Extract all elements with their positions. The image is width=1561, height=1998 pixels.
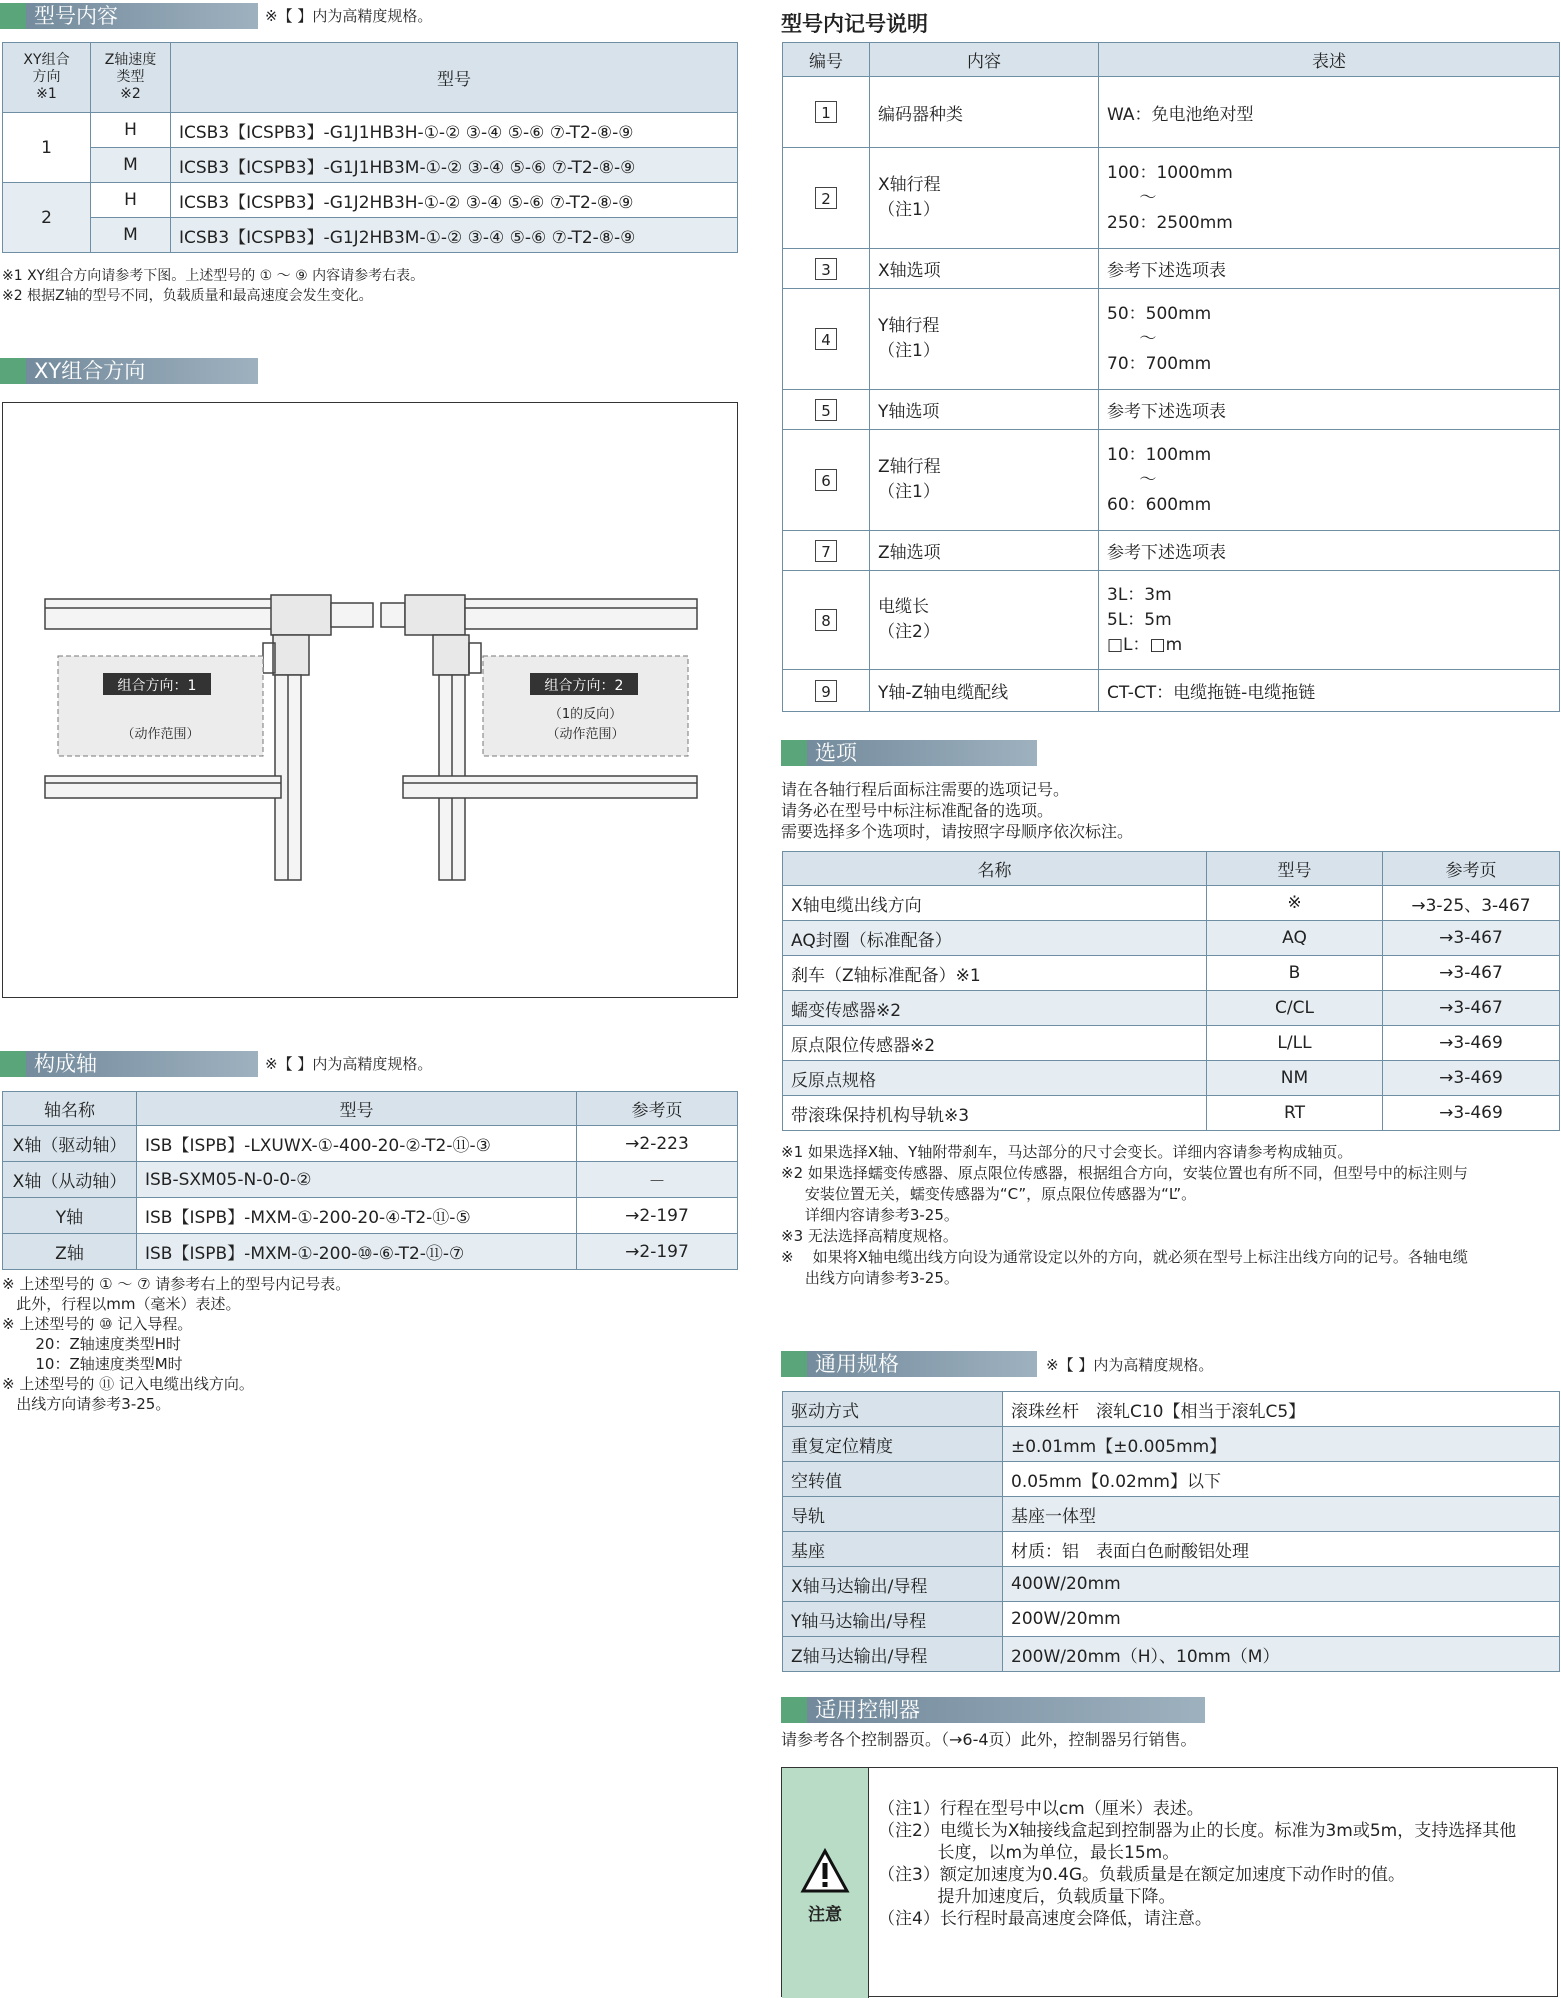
- option-name: 反原点规格: [783, 1061, 1207, 1096]
- symbol-content: X轴行程 （注1）: [870, 148, 1099, 249]
- axes-note: ※【 】内为高精度规格。: [265, 1055, 433, 1073]
- intro-line: 请在各轴行程后面标注需要的选项记号。: [781, 780, 1070, 799]
- footnote: ※2 根据Z轴的型号不同，负载质量和最高速度会发生变化。: [2, 288, 373, 304]
- table-row: [3, 113, 738, 148]
- col-content: 内容: [870, 43, 1099, 77]
- axes-footnotes: [2, 1274, 350, 1414]
- symbol-number: 3: [815, 258, 837, 280]
- footnote: ※2 如果选择蠕变传感器、原点限位传感器，根据组合方向，安装位置也有所不同，但型号中的标注则与: [781, 1164, 1468, 1182]
- axis-ref: →2-197: [577, 1234, 738, 1270]
- spec-key: 重复定位精度: [783, 1427, 1003, 1462]
- option-model: AQ: [1207, 921, 1383, 956]
- spec-key: 导轨: [783, 1497, 1003, 1532]
- caution-line: （注1）行程在型号中以cm（厘米）表述。: [878, 1799, 1204, 1819]
- table-row: [3, 148, 738, 183]
- spec-value: 0.05mm【0.02mm】以下: [1003, 1462, 1560, 1497]
- footnote: ※ 如果将X轴电缆出线方向设为通常设定以外的方向，就必须在型号上标注出线方向的记号。各轴电缆: [781, 1248, 1468, 1266]
- table-row: [783, 1567, 1560, 1602]
- table-row: [783, 1497, 1560, 1532]
- spec-value: 基座一体型: [1003, 1497, 1560, 1532]
- symbol-number: 1: [815, 101, 837, 123]
- col-option-name: 名称: [783, 852, 1207, 886]
- spec-value: 材质：铝 表面白色耐酸铝处理: [1003, 1532, 1560, 1567]
- option-ref: →3-467: [1383, 956, 1560, 991]
- caution-notes: [878, 1798, 1516, 1930]
- table-row: [783, 1637, 1560, 1672]
- axis-ref: －: [577, 1162, 738, 1198]
- table-row: [783, 991, 1560, 1026]
- table-row: [3, 218, 738, 253]
- symbol-content: Y轴行程 （注1）: [870, 289, 1099, 390]
- section-header-controller: 适用控制器: [781, 1697, 1205, 1723]
- spec-key: Y轴马达输出/导程: [783, 1602, 1003, 1637]
- spec-key: 空转值: [783, 1462, 1003, 1497]
- options-table: [782, 851, 1560, 1131]
- option-name: 带滚珠保持机构导轨※3: [783, 1096, 1207, 1131]
- option-model: ※: [1207, 886, 1383, 921]
- spec-key: 驱动方式: [783, 1392, 1003, 1427]
- caution-line: 提升加速度后，负载质量下降。: [878, 1887, 1176, 1907]
- section-header-xy: XY组合方向: [0, 358, 258, 384]
- option-name: AQ封圈（标准配备）: [783, 921, 1207, 956]
- footnote: 此外，行程以mm（毫米）表述。: [2, 1295, 241, 1313]
- symbol-desc: WA：免电池绝对型: [1099, 77, 1560, 148]
- symbol-desc: 3L：3m 5L：5m □L：□m: [1099, 571, 1560, 670]
- option-ref: →3-469: [1383, 1096, 1560, 1131]
- general-note: ※【 】内为高精度规格。: [1046, 1356, 1214, 1374]
- footnote: ※ 上述型号的 ① ～ ⑦ 请参考右上的型号内记号表。: [2, 1275, 351, 1293]
- warning-icon: [800, 1848, 850, 1894]
- col-option-model: 型号: [1207, 852, 1383, 886]
- option-model: L/LL: [1207, 1026, 1383, 1061]
- table-row: [783, 886, 1560, 921]
- intro-line: 需要选择多个选项时，请按照字母顺序依次标注。: [781, 822, 1134, 841]
- symbol-content: 编码器种类: [870, 77, 1099, 148]
- symbol-number: 7: [815, 540, 837, 562]
- option-ref: →3-469: [1383, 1026, 1560, 1061]
- table-row: [3, 1126, 738, 1162]
- axis-name: X轴（从动轴）: [3, 1162, 137, 1198]
- controller-text: 请参考各个控制器页。（→6-4页）此外，控制器另行销售。: [781, 1730, 1197, 1749]
- dir1-range: （动作范围）: [121, 727, 200, 742]
- option-ref: →3-467: [1383, 991, 1560, 1026]
- symbol-content: Z轴行程 （注1）: [870, 430, 1099, 531]
- dir2-label: 组合方向：2: [544, 678, 624, 694]
- dir-cell: 1: [3, 113, 91, 183]
- spec-value: 滚珠丝杆 滚轧C10【相当于滚轧C5】: [1003, 1392, 1560, 1427]
- caution-line: （注2）电缆长为X轴接线盒起到控制器为止的长度。标准为3m或5m，支持选择其他: [878, 1821, 1517, 1841]
- section-header-general: 通用规格: [781, 1351, 1037, 1377]
- axis-ref: →2-197: [577, 1198, 738, 1234]
- section-header-axes: 构成轴: [0, 1051, 258, 1077]
- option-model: B: [1207, 956, 1383, 991]
- footnote: ※ 上述型号的 ⑪ 记入电缆出线方向。: [2, 1375, 254, 1393]
- speed-cell: M: [91, 148, 171, 183]
- table-row: [783, 390, 1560, 430]
- model-cell: ICSB3【ICSPB3】-G1J1HB3H-①-② ③-④ ⑤-⑥ ⑦-T2-⑧-⑨: [171, 113, 738, 148]
- col-z-speed: Z轴速度 类型 ※2: [91, 43, 171, 113]
- spec-key: 基座: [783, 1532, 1003, 1567]
- table-row: [783, 1532, 1560, 1567]
- model-cell: ICSB3【ICSPB3】-G1J1HB3M-①-② ③-④ ⑤-⑥ ⑦-T2-⑧-⑨: [171, 148, 738, 183]
- axis-model: ISB【ISPB】-MXM-①-200-⑩-⑥-T2-⑪-⑦: [137, 1234, 577, 1270]
- footnote: 详细内容请参考3-25。: [781, 1206, 959, 1224]
- option-name: X轴电缆出线方向: [783, 886, 1207, 921]
- spec-key: Z轴马达输出/导程: [783, 1637, 1003, 1672]
- col-xy-dir: XY组合 方向 ※1: [3, 43, 91, 113]
- option-ref: →3-469: [1383, 1061, 1560, 1096]
- table-row: [3, 1162, 738, 1198]
- option-name: 蠕变传感器※2: [783, 991, 1207, 1026]
- table-row: [783, 289, 1560, 390]
- xy-diagram-frame: [2, 402, 738, 998]
- table-row: [783, 148, 1560, 249]
- table-row: [783, 921, 1560, 956]
- table-row: [783, 956, 1560, 991]
- footnote: 出线方向请参考3-25。: [2, 1395, 171, 1413]
- model-cell: ICSB3【ICSPB3】-G1J2HB3H-①-② ③-④ ⑤-⑥ ⑦-T2-⑧-⑨: [171, 183, 738, 218]
- table-row: [783, 249, 1560, 289]
- spec-value: 400W/20mm: [1003, 1567, 1560, 1602]
- footnote: 安装位置无关，蠕变传感器为“C”，原点限位传感器为“L”。: [781, 1185, 1197, 1203]
- symbol-content: 电缆长 （注2）: [870, 571, 1099, 670]
- symbol-content: Z轴选项: [870, 531, 1099, 571]
- symbol-number: 4: [815, 328, 837, 350]
- symbol-content: X轴选项: [870, 249, 1099, 289]
- option-model: NM: [1207, 1061, 1383, 1096]
- axis-name: X轴（驱动轴）: [3, 1126, 137, 1162]
- option-model: RT: [1207, 1096, 1383, 1131]
- axis-name: Y轴: [3, 1198, 137, 1234]
- col-axis-ref: 参考页: [577, 1092, 738, 1126]
- option-name: 原点限位传感器※2: [783, 1026, 1207, 1061]
- section-header-options: 选项: [781, 740, 1037, 766]
- dir-cell: 2: [3, 183, 91, 253]
- axis-model: ISB【ISPB】-MXM-①-200-20-④-T2-⑪-⑤: [137, 1198, 577, 1234]
- option-ref: →3-467: [1383, 921, 1560, 956]
- axis-ref: →2-223: [577, 1126, 738, 1162]
- table-row: [783, 1602, 1560, 1637]
- footnote: ※3 无法选择高精度规格。: [781, 1227, 958, 1245]
- spec-value: 200W/20mm（H）、10mm（M）: [1003, 1637, 1560, 1672]
- symbol-desc: CT-CT：电缆拖链-电缆拖链: [1099, 670, 1560, 712]
- table-row: [783, 1462, 1560, 1497]
- dir2-range: （动作范围）: [546, 727, 625, 742]
- option-name: 刹车（Z轴标准配备）※1: [783, 956, 1207, 991]
- symbol-number: 5: [815, 399, 837, 421]
- section-header-model: 型号内容: [0, 3, 258, 29]
- caution-side: [782, 1768, 869, 1998]
- symbol-desc: 参考下述选项表: [1099, 390, 1560, 430]
- table-row: [783, 670, 1560, 712]
- symbol-number: 2: [815, 187, 837, 209]
- symbol-desc: 100：1000mm ～ 250：2500mm: [1099, 148, 1560, 249]
- options-footnotes: [781, 1142, 1468, 1289]
- footnote: 20：Z轴速度类型H时: [2, 1335, 182, 1353]
- spec-key: X轴马达输出/导程: [783, 1567, 1003, 1602]
- table-row: [783, 531, 1560, 571]
- col-option-ref: 参考页: [1383, 852, 1560, 886]
- speed-cell: H: [91, 113, 171, 148]
- model-footnotes: [2, 266, 424, 306]
- symbol-desc: 10：100mm ～ 60：600mm: [1099, 430, 1560, 531]
- model-table: [2, 42, 738, 253]
- axes-table: [2, 1091, 738, 1270]
- dir2-reverse: （1的反向）: [548, 707, 623, 722]
- table-row: [783, 1026, 1560, 1061]
- col-desc: 表述: [1099, 43, 1560, 77]
- model-note: ※【 】内为高精度规格。: [265, 7, 433, 25]
- option-ref: →3-25、3-467: [1383, 886, 1560, 921]
- axis-model: ISB【ISPB】-LXUWX-①-400-20-②-T2-⑪-③: [137, 1126, 577, 1162]
- speed-cell: M: [91, 218, 171, 253]
- caution-line: （注4）长行程时最高速度会降低，请注意。: [878, 1909, 1212, 1929]
- col-axis-model: 型号: [137, 1092, 577, 1126]
- symbol-number: 6: [815, 469, 837, 491]
- table-row: [783, 571, 1560, 670]
- speed-cell: H: [91, 183, 171, 218]
- caution-line: （注3）额定加速度为0.4G。负载质量是在额定加速度下动作时的值。: [878, 1865, 1406, 1885]
- option-model: C/CL: [1207, 991, 1383, 1026]
- table-row: [783, 77, 1560, 148]
- spec-value: 200W/20mm: [1003, 1602, 1560, 1637]
- axis-name: Z轴: [3, 1234, 137, 1270]
- caution-line: 长度，以m为单位，最长15m。: [878, 1843, 1180, 1863]
- symbol-content: Y轴-Z轴电缆配线: [870, 670, 1099, 712]
- spec-value: ±0.01mm【±0.005mm】: [1003, 1427, 1560, 1462]
- symbols-table: [782, 42, 1560, 712]
- footnote: ※1 XY组合方向请参考下图。上述型号的 ① ～ ⑨ 内容请参考右表。: [2, 268, 425, 284]
- model-cell: ICSB3【ICSPB3】-G1J2HB3M-①-② ③-④ ⑤-⑥ ⑦-T2-⑧-⑨: [171, 218, 738, 253]
- symbol-content: Y轴选项: [870, 390, 1099, 430]
- intro-line: 请务必在型号中标注标准配备的选项。: [781, 801, 1054, 820]
- footnote: 10：Z轴速度类型M时: [2, 1355, 183, 1373]
- symbol-desc: 50：500mm ～ 70：700mm: [1099, 289, 1560, 390]
- col-model: 型号: [171, 43, 738, 113]
- general-table: [782, 1391, 1560, 1672]
- table-row: [3, 183, 738, 218]
- dir1-label: 组合方向：1: [117, 678, 197, 694]
- table-row: [783, 1392, 1560, 1427]
- symbol-desc: 参考下述选项表: [1099, 531, 1560, 571]
- symbols-title: 型号内记号说明: [781, 12, 928, 36]
- symbol-number: 9: [815, 680, 837, 702]
- caution-label: 注意: [808, 1905, 842, 1925]
- symbol-desc: 参考下述选项表: [1099, 249, 1560, 289]
- col-no: 编号: [783, 43, 870, 77]
- table-row: [3, 1198, 738, 1234]
- options-intro: [781, 779, 1133, 842]
- table-row: [783, 1096, 1560, 1131]
- footnote: ※1 如果选择X轴、Y轴附带刹车，马达部分的尺寸会变长。详细内容请参考构成轴页。: [781, 1143, 1353, 1161]
- footnote: 出线方向请参考3-25。: [781, 1269, 959, 1287]
- axis-model: ISB-SXM05-N-0-0-②: [137, 1162, 577, 1198]
- caution-box: [781, 1767, 1558, 1997]
- xy-diagram: [3, 403, 737, 997]
- table-row: [783, 430, 1560, 531]
- symbol-number: 8: [815, 609, 837, 631]
- table-row: [3, 1234, 738, 1270]
- table-row: [783, 1427, 1560, 1462]
- col-axis-name: 轴名称: [3, 1092, 137, 1126]
- table-row: [783, 1061, 1560, 1096]
- footnote: ※ 上述型号的 ⑩ 记入导程。: [2, 1315, 193, 1333]
